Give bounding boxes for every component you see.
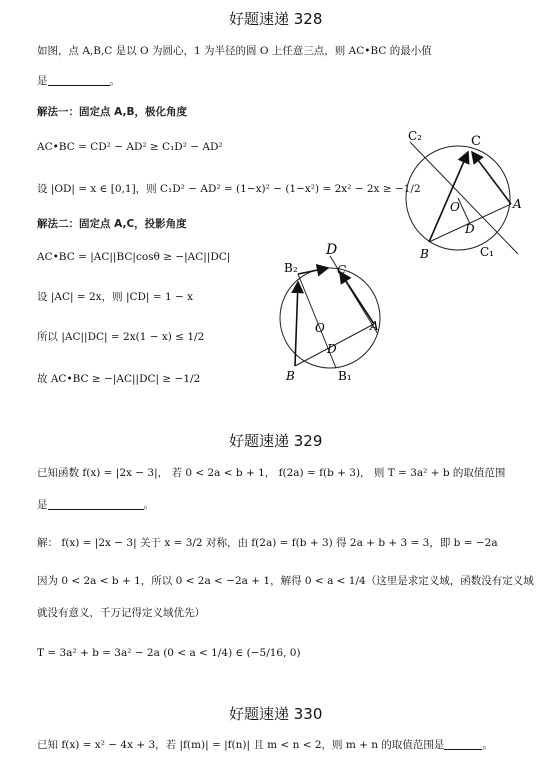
solution-2-equation-4: 故 AC•BC ≥ −|AC||DC| ≥ −1/2 (37, 373, 201, 385)
label-c: C (471, 134, 481, 149)
solution-1-equation-2: 设 |OD| = x ∈ [0,1]，则 C₁D² − AD² = (1−x)² − (1−x²) = 2x² − 2x ≥ −1/2 (37, 183, 421, 195)
solution-1-heading: 解法一：固定点 A,B，极化角度 (37, 106, 187, 118)
solution-1-equation-1: AC•BC = CD² − AD² ≥ C₁D² − AD² (37, 141, 223, 153)
label-d-top: D (326, 242, 338, 258)
label-c: C (337, 263, 347, 277)
vector-ac (340, 272, 374, 324)
label-o: O (450, 200, 460, 214)
label-c1: C₁ (480, 245, 494, 259)
problem-328-question: 如图，点 A,B,C 是以 O 为圆心，1 为半径的圆 O 上任意三点，则 AC•BC 的最小值 (37, 45, 432, 57)
label-d: D (465, 222, 475, 236)
problem-329-title: 好题速递 329 (229, 432, 323, 450)
answer-blank (444, 738, 482, 750)
vector-bb2 (295, 282, 298, 366)
label-b: B (420, 247, 429, 261)
problem-328-question-cont: 是 。 (37, 75, 120, 87)
solution-2-equation-3: 所以 |AC||DC| = 2x(1 − x) ≤ 1/2 (37, 331, 205, 343)
label-b2: B₂ (284, 261, 298, 275)
label-a: A (370, 319, 379, 333)
problem-329-question: 已知函数 f(x) = |2x − 3|， 若 0 < 2a < b + 1， f(2a) = f(b + 3)， 则 T = 3a² + b 的取值范围 (37, 467, 506, 479)
problem-329-solution-line-4: T = 3a² + b = 3a² − 2a (0 < a < 1/4) ∈ (−5/16, 0) (37, 647, 301, 659)
problem-329-solution-line-3: 就没有意义，千万记得定义域优先） (37, 607, 205, 619)
solution-2-equation-1: AC•BC = |AC||BC|cosθ ≥ −|AC||DC| (37, 251, 231, 263)
vector-bc (429, 152, 468, 242)
problem-330-question: 已知 f(x) = x² − 4x + 3，若 |f(m)| = |f(n)| 且 m < n < 2，则 m + n 的取值范围是 。 (37, 739, 493, 751)
problem-329-question-cont: 是 。 (37, 499, 154, 511)
problem-330-title: 好题速递 330 (229, 705, 323, 723)
problem-329-solution-line-2: 因为 0 < 2a < b + 1，所以 0 < 2a < −2a + 1，解得 0 < a < 1/4（这里是求定义域，函数没有定义域 (37, 575, 534, 587)
vector-ac (472, 152, 511, 204)
problem-328-title: 好题速递 328 (229, 10, 323, 28)
solution-2-heading: 解法二：固定点 A,C，投影角度 (37, 218, 187, 230)
problem-329-solution-line-1: 解： f(x) = |2x − 3| 关于 x = 3/2 对称，由 f(2a) = f(b + 3) 得 2a + b + 3 = 3，即 b = −2a (37, 537, 498, 549)
solution-2-equation-2: 设 |AC| = 2x，则 |CD| = 1 − x (37, 291, 194, 303)
vector-b2c (298, 268, 328, 274)
label-a: A (513, 197, 522, 211)
line-c2-c1 (410, 142, 518, 254)
label-c2: C₂ (408, 129, 422, 143)
circle-figure-2 (270, 238, 400, 388)
circle-figure-1 (400, 120, 550, 270)
label-o: O (315, 321, 325, 335)
label-d: D (327, 342, 337, 356)
answer-blank (48, 498, 144, 510)
answer-blank (48, 74, 110, 86)
label-b1: B₁ (338, 369, 352, 383)
label-b: B (286, 369, 295, 383)
